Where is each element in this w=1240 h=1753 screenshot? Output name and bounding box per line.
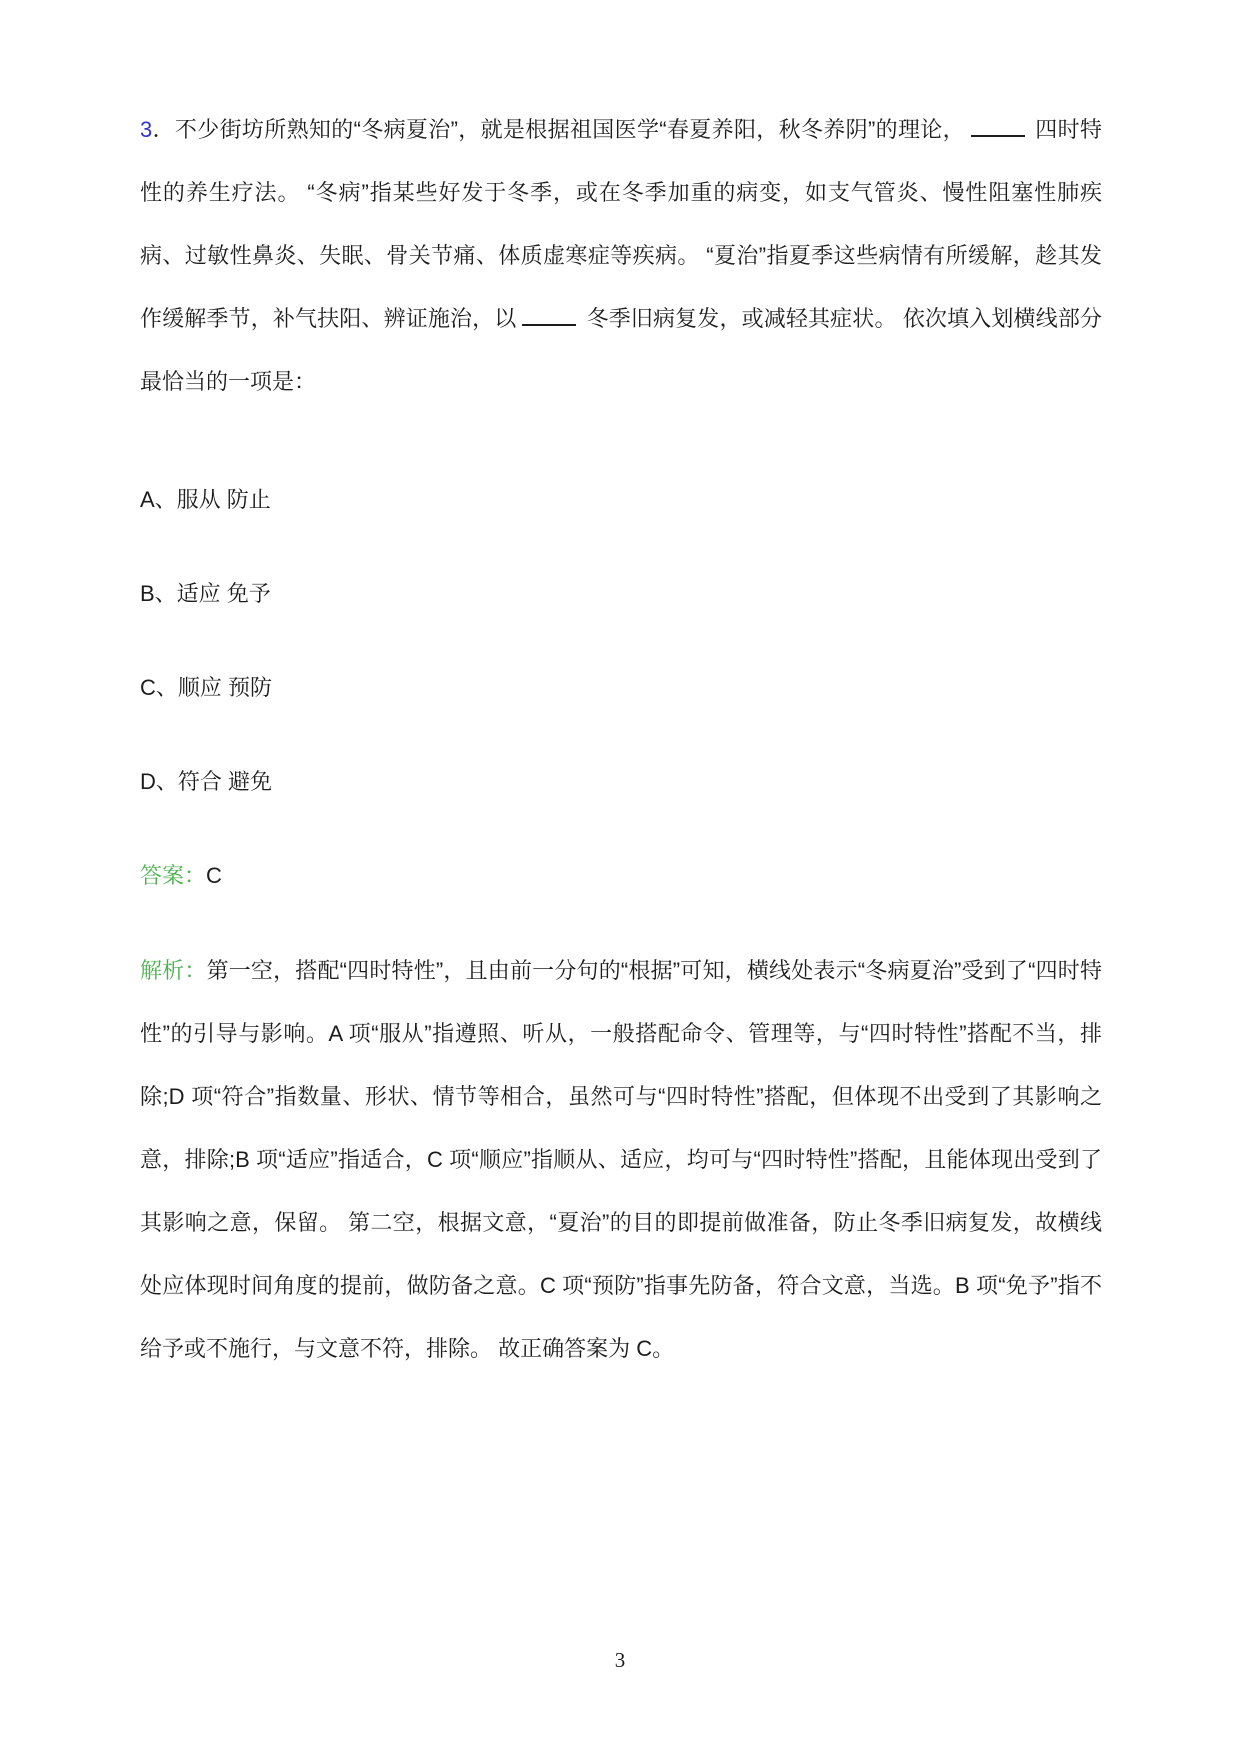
question-part3: 冬季旧病复发，或减轻其症状。 依次填入划横线部分最恰当的一项是： [140, 306, 1102, 394]
analysis-colon: ： [184, 958, 207, 983]
analysis-label: 解析 [140, 958, 185, 983]
question-number: 3 [140, 117, 153, 142]
option-a: A、服从 防止 [140, 487, 271, 512]
question-part1: 不少街坊所熟知的“冬病夏治”，就是根据祖国医学“春夏养阳，秋冬养阴”的理论， [174, 117, 965, 142]
blank-underline-2 [522, 324, 576, 326]
page-number: 3 [614, 1648, 626, 1672]
option-c: C、顺应 预防 [140, 675, 273, 700]
answer-label: 答案 [140, 863, 185, 888]
answer-colon: ： [184, 863, 207, 888]
option-d: D、符合 避免 [140, 769, 273, 794]
question-number-separator: ． [152, 117, 175, 142]
analysis-paragraph [140, 939, 1102, 1380]
answer-value: C [206, 863, 222, 888]
option-b: B、适应 免予 [140, 581, 271, 606]
answer-line [140, 844, 1102, 907]
question-part2: 四时特性的养生疗法。 “冬病”指某些好发于冬季，或在冬季加重的病变，如支气管炎、慢性阻塞性肺疾病、过敏性鼻炎、失眠、骨关节痛、体质虚寒症等疾病。 “夏治”指夏季这些病情有所缓解，趁其发作缓解季节，补气扶阳、辨证施治，以 [140, 117, 1102, 331]
page-footer [0, 1648, 1240, 1673]
analysis-text: 第一空，搭配“四时特性”，且由前一分句的“根据”可知，横线处表示“冬病夏治”受到了“四时特性”的引导与影响。A 项“服从”指遵照、听从，一般搭配命令、管理等，与“四时特性”搭配不当，排除;D 项“符合”指数量、形状、情节等相合，虽然可与“四时特性”搭配，但体现不出受到了其影响之意，排除;B 项“适应”指适合，C 项“顺应”指顺从、适应，均可与“四时特性”搭配，且能体现出受到了其影响之意，保留。 第二空，根据文意，“夏治”的目的即提前做准备，防止冬季旧病复发，故横线处应体现时间角度的提前，做防备之意。C 项“预防”指事先防备，符合文意，当选。B 项“免予”指不给予或不施行，与文意不符，排除。 故正确答案为 C。 [140, 958, 1102, 1361]
blank-underline-1 [971, 135, 1025, 137]
options-list [140, 468, 1102, 813]
question-text [140, 98, 1102, 413]
